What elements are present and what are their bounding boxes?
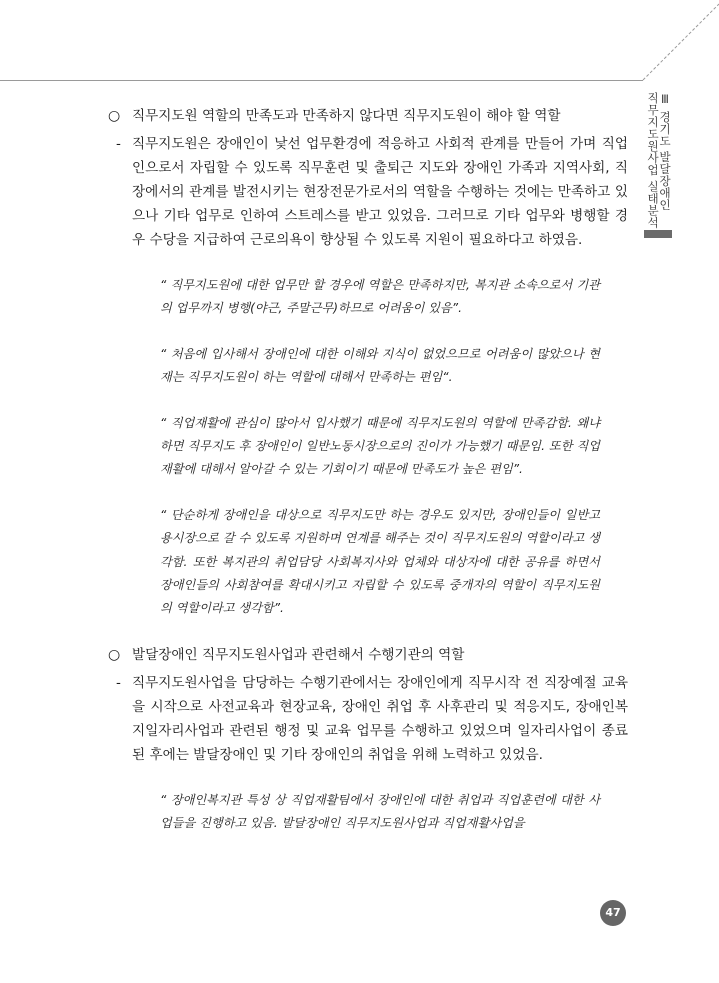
section-body-1 xyxy=(108,132,628,252)
interview-quote: “ 직무지도원에 대한 업무만 할 경우에 역할은 만족하지만, 복지관 소속으로서 기관의 업무까지 병행(야근, 주말근무)하므로 어려움이 있음”. xyxy=(160,278,600,316)
section-body-2 xyxy=(108,671,628,767)
interview-quote: “ 직업재활에 관심이 많아서 입사했기 때문에 직무지도원의 역할에 만족감함. 왜냐하면 직무지도 후 장애인이 일반노동시장으로의 진이가 가능했기 때문임. 또한 직업재활에 대해서 알아갈 수 있는 기회이기 때문에 만족도가 높은 편임”. xyxy=(160,415,600,477)
interview-quote: “ 단순하게 장애인을 대상으로 직무지도만 하는 경우도 있지만, 장애인들이 일반고용시장으로 갈 수 있도록 지원하며 연계를 해주는 것이 직무지도원의 역할이라고 생각함. 또한 복지관의 취업담당 사회복지사와 업체와 대상자에 대한 공유를 하면서 장애인들의 사회참여를 확대시키고 자립할 수 있도록 중개자의 역할이 직무지도원의 역할이라고 생각함”. xyxy=(160,507,600,616)
section-heading-text: 발달장애인 직무지도원사업과 관련해서 수행기관의 역할 xyxy=(132,646,465,663)
section-heading-1 xyxy=(108,104,628,128)
interview-quote: “ 처음에 입사해서 장애인에 대한 이해와 지식이 없었으므로 어려움이 많았으나 현재는 직무지도원이 하는 역할에 대해서 만족하는 편임“. xyxy=(160,346,600,385)
section-body-text: 직무지도원사업을 담당하는 수행기관에서는 장애인에게 직무시작 전 직장예절 교육을 시작으로 사전교육과 현장교육, 장애인 취업 후 사후관리 및 적응지도, 장애인복지일자리사업과 관련된 행정 및 교육 업무를 수행하고 있었으며 일자리사업이 종료된 후에는 발달장애인 및 기타 장애인의 취업을 위해 노력하고 있었음. xyxy=(132,674,628,763)
side-tab-bar xyxy=(644,230,672,238)
section-heading-text: 직무지도원 역할의 만족도과 만족하지 않다면 직무지도원이 해야 할 역할 xyxy=(132,108,561,124)
circle-bullet-icon: ○ xyxy=(108,108,121,124)
side-chapter-tab xyxy=(644,92,672,240)
circle-bullet-icon: ○ xyxy=(108,646,121,663)
side-chapter-title-line1: 직무지도원사업 실태분석 xyxy=(646,92,660,229)
side-chapter-subtitle: 경기도 발달장애인 xyxy=(658,110,672,211)
side-chapter-title-line2 xyxy=(659,92,671,211)
dash-bullet-icon: - xyxy=(116,674,121,691)
dash-bullet-icon: - xyxy=(116,136,121,152)
page-number-badge: 47 xyxy=(600,900,626,926)
interview-quote: “ 장애인복지관 특성 상 직업재활팀에서 장애인에 대한 취업과 직업훈련에 대한 사업들을 진행하고 있음. 발달장애인 직무지도원사업과 직업재활사업을 xyxy=(160,792,600,831)
page-content xyxy=(108,104,628,836)
section-heading-2 xyxy=(108,643,628,667)
part-number: Ⅲ xyxy=(658,92,672,107)
section-body-text: 직무지도원은 장애인이 낯선 업무환경에 적응하고 사회적 관계를 만들어 가며 직업인으로서 자립할 수 있도록 직무훈련 및 출퇴근 지도와 장애인 가족과 지역사회, 직장에서의 관계를 발전시키는 현장전문가로서의 역할을 수행하는 것에는 만족하고 있으나 기타 업무로 인하여 스트레스를 받고 있었음. 그러므로 기타 업무와 병행할 경우 수당을 지급하여 근로의욕이 향상될 수 있도록 지원이 필요하다고 하였음. xyxy=(132,136,628,248)
